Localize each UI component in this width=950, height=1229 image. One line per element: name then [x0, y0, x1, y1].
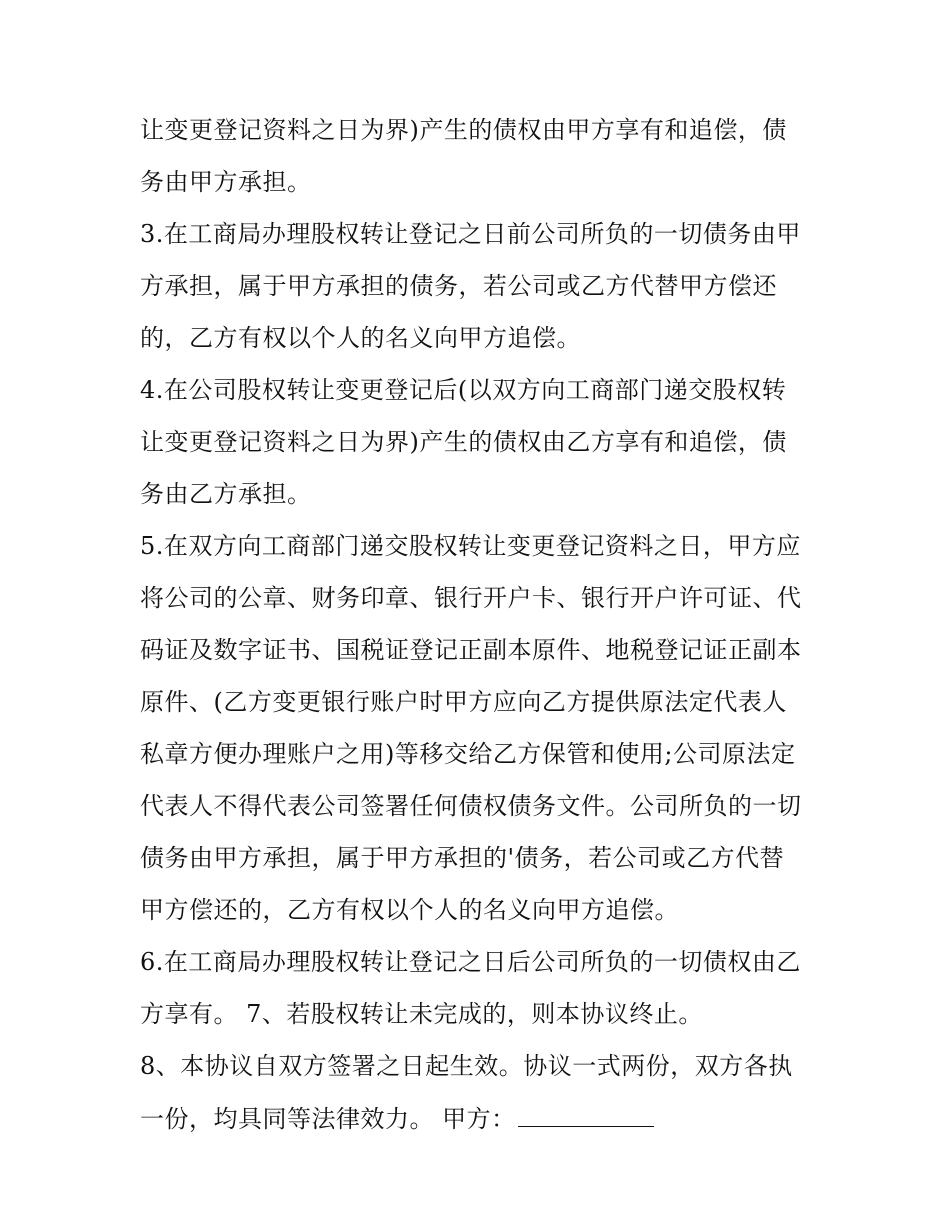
- clause-4-line: 4.在公司股权转让变更登记后(以双方向工商部门递交股权转: [140, 376, 787, 404]
- text-line: 码证及数字证书、国税证登记正副本原件、地税登记证正副本: [140, 636, 802, 664]
- text-line: 务由乙方承担。: [140, 480, 312, 508]
- clause-7-line: 方享有。 7、若股权转让未完成的，则本协议终止。: [140, 1000, 703, 1028]
- clause-3-line: 3.在工商局办理股权转让登记之日前公司所负的一切债务由甲: [140, 220, 801, 248]
- text-line: 代表人不得代表公司签署任何债权债务文件。公司所负的一切: [140, 792, 802, 820]
- agreement-text: [140, 108, 820, 1148]
- text-line: 让变更登记资料之日为界)产生的债权由甲方享有和追偿，债: [140, 116, 787, 144]
- text-line: 务由甲方承担。: [140, 168, 312, 196]
- text-line: 方承担，属于甲方承担的债务，若公司或乙方代替甲方偿还: [140, 272, 777, 300]
- signature-label: 一份，均具同等法律效力。 甲方：: [140, 1105, 516, 1133]
- party-a-signature-blank: [518, 1096, 654, 1127]
- text-line: 甲方偿还的，乙方有权以个人的名义向甲方追偿。: [140, 896, 679, 924]
- clause-5-line: 5.在双方向工商部门递交股权转让变更登记资料之日，甲方应: [140, 532, 801, 560]
- text-line: 债务由甲方承担，属于甲方承担的'债务，若公司或乙方代替: [140, 844, 785, 872]
- clause-6-line: 6.在工商局办理股权转让登记之日后公司所负的一切债权由乙: [140, 948, 801, 976]
- text-line: 原件、(乙方变更银行账户时甲方应向乙方提供原法定代表人: [140, 688, 787, 716]
- text-line: 让变更登记资料之日为界)产生的债权由乙方享有和追偿，债: [140, 428, 787, 456]
- text-line: 将公司的公章、财务印章、银行开户卡、银行开户许可证、代: [140, 584, 802, 612]
- text-line: 私章方便办理账户之用)等移交给乙方保管和使用;公司原法定: [140, 740, 796, 768]
- clause-8-line: 8、本协议自双方签署之日起生效。协议一式两份，双方各执: [140, 1052, 793, 1080]
- text-line: 的，乙方有权以个人的名义向甲方追偿。: [140, 324, 581, 352]
- signature-line: [140, 1096, 820, 1148]
